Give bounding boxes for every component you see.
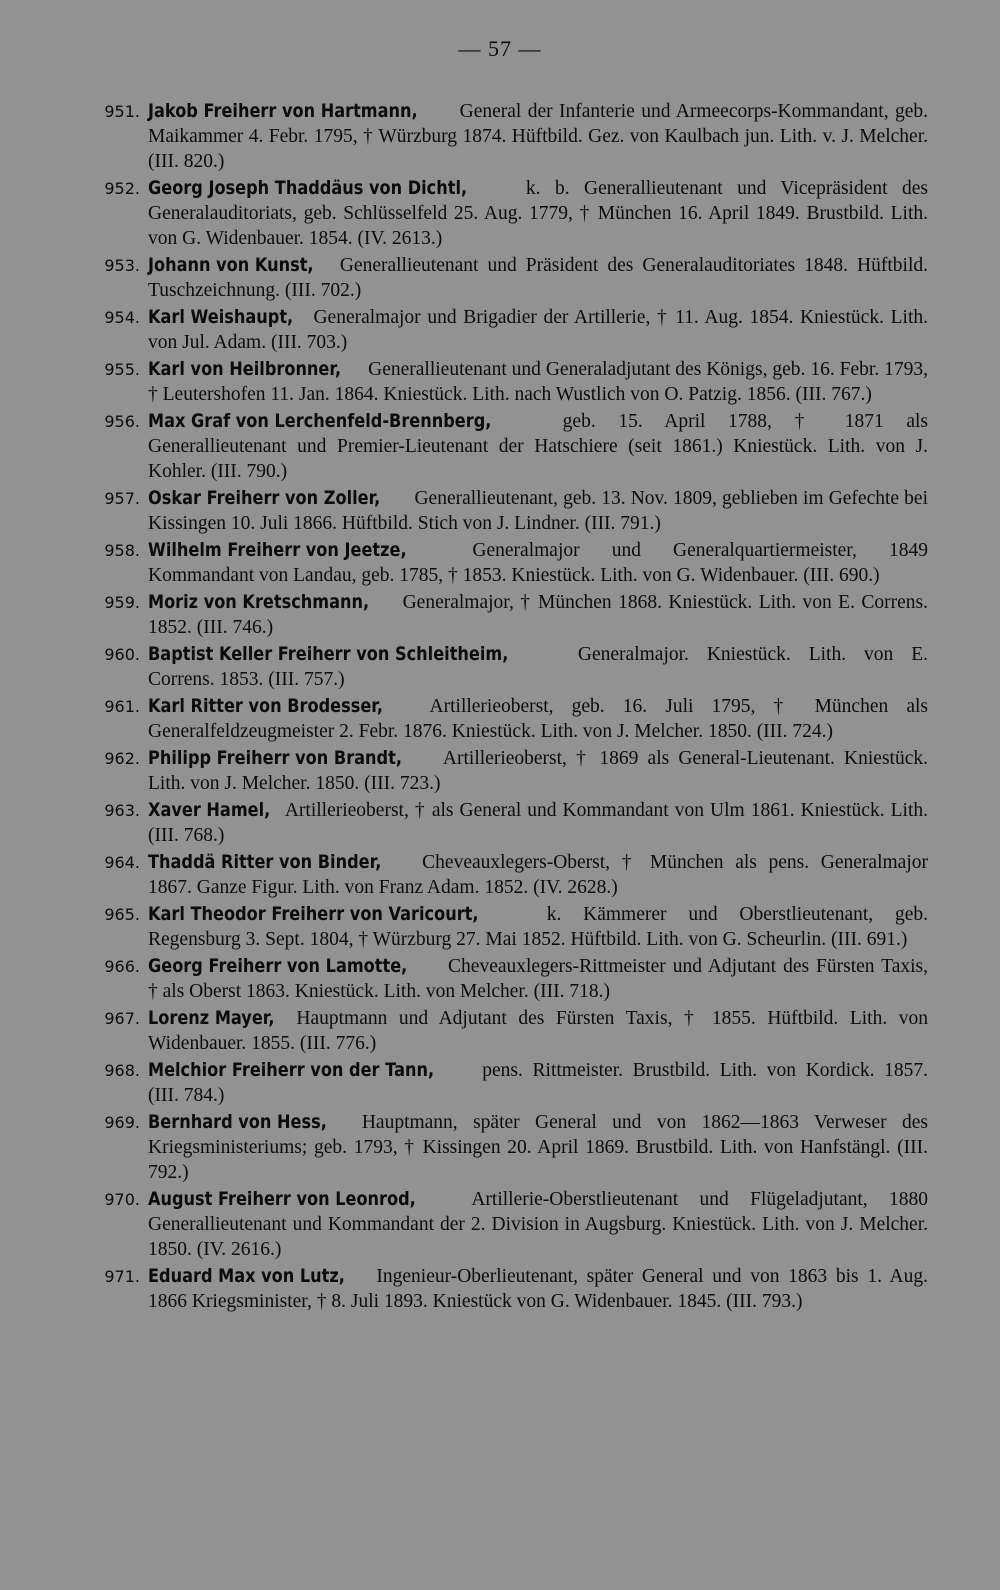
catalog-entry xyxy=(78,409,928,484)
entry-body xyxy=(148,538,928,588)
entry-body xyxy=(148,798,928,848)
entry-number: 954. xyxy=(104,308,140,327)
entry-description: Hauptmann, später General und von 1862—1863 Verweser des Kriegsministeriums; geb. 1793, † Kissingen 20. April 1869. Brustbild. Lith. von Hanfstängl. (III. 792.) xyxy=(148,1112,929,1183)
entry-body xyxy=(148,486,928,536)
entry-body xyxy=(148,1110,928,1185)
entry-body xyxy=(148,590,928,640)
entry-person-name: Johann von Kunst, xyxy=(148,254,314,276)
entry-body xyxy=(148,176,928,251)
entry-number: 967. xyxy=(104,1009,140,1028)
entry-body xyxy=(148,305,928,355)
entry-description: pens. Rittmeister. Brustbild. Lith. von Kordick. 1857. (III. 784.) xyxy=(148,1060,928,1106)
entry-number: 963. xyxy=(104,801,140,820)
entry-person-name: Melchior Freiherr von der Tann, xyxy=(148,1059,435,1081)
entry-description: Artillerie-Oberstlieutenant und Flügeladjutant, 1880 Generallieutenant und Kommandant der 2. Division in Augsburg. Kniestück. Lith. von J. Melcher. 1850. (IV. 2616.) xyxy=(148,1189,928,1260)
entry-body xyxy=(148,1058,928,1108)
entry-description: Hauptmann und Adjutant des Fürsten Taxis, † 1855. Hüftbild. Lith. von Widenbauer. 1855. (III. 776.) xyxy=(148,1008,929,1054)
catalog-entry xyxy=(78,642,928,692)
entry-person-name: Lorenz Mayer, xyxy=(148,1007,275,1029)
catalog-entry xyxy=(78,99,928,174)
catalog-entry xyxy=(78,850,928,900)
entry-description: Artillerieoberst, † als General und Kommandant von Ulm 1861. Kniestück. Lith. (III. 768.) xyxy=(148,800,928,846)
entry-description: Generallieutenant und Generaladjutant des Königs, geb. 16. Febr. 1793, † Leutershofen 11. Jan. 1864. Kniestück. Lith. nach Wustlich von O. Patzig. 1856. (III. 767.) xyxy=(148,359,928,405)
entry-body xyxy=(148,1264,928,1314)
catalog-entry xyxy=(78,1006,928,1056)
catalog-entry xyxy=(78,798,928,848)
entry-person-name: Bernhard von Hess, xyxy=(148,1111,327,1133)
entry-person-name: Karl Weishaupt, xyxy=(148,306,294,328)
entry-number: 971. xyxy=(104,1267,140,1286)
catalog-entry xyxy=(78,1187,928,1262)
entry-description: Generalmajor, † München 1868. Kniestück. Lith. von E. Correns. 1852. (III. 746.) xyxy=(148,592,928,638)
entry-body xyxy=(148,746,928,796)
entry-person-name: Max Graf von Lerchenfeld-Brennberg, xyxy=(148,410,492,432)
catalog-entry xyxy=(78,486,928,536)
entry-number: 965. xyxy=(104,905,140,924)
entry-number: 953. xyxy=(104,256,140,275)
entry-person-name: Philipp Freiherr von Brandt, xyxy=(148,747,402,769)
entry-number: 966. xyxy=(104,957,140,976)
entry-body xyxy=(148,253,928,303)
catalog-entry xyxy=(78,305,928,355)
page-number: — 57 — xyxy=(458,36,542,61)
entry-number: 961. xyxy=(104,697,140,716)
entry-number: 962. xyxy=(104,749,140,768)
entry-description: Generalmajor. Kniestück. Lith. von E. Correns. 1853. (III. 757.) xyxy=(148,644,928,690)
entry-person-name: August Freiherr von Leonrod, xyxy=(148,1188,416,1210)
entry-description: Generallieutenant, geb. 13. Nov. 1809, geblieben im Gefechte bei Kissingen 10. Juli 1866. Hüftbild. Stich von J. Lindner. (III. 791.) xyxy=(148,488,929,534)
entry-description: k. Kämmerer und Oberstlieutenant, geb. Regensburg 3. Sept. 1804, † Würzburg 27. Mai 1852. Hüftbild. Lith. von G. Scheurlin. (III. 691.) xyxy=(148,904,929,950)
entry-body xyxy=(148,954,928,1004)
entry-person-name: Jakob Freiherr von Hartmann, xyxy=(148,100,418,122)
entry-description: Generalmajor und Generalquartiermeister, 1849 Kommandant von Landau, geb. 1785, † 1853. Kniestück. Lith. von G. Widenbauer. (III. 690.) xyxy=(148,540,928,586)
entry-description: k. b. Generallieutenant und Vicepräsident des Generalauditoriats, geb. Schlüsselfeld 25. Aug. 1779, † München 16. April 1849. Brustbild. Lith. von G. Widenbauer. 1854. (IV. 2613.) xyxy=(148,178,928,249)
catalog-entry xyxy=(78,1110,928,1185)
entry-person-name: Xaver Hamel, xyxy=(148,799,271,821)
entry-person-name: Moriz von Kretschmann, xyxy=(148,591,370,613)
catalog-entry xyxy=(78,357,928,407)
entry-body xyxy=(148,850,928,900)
entry-number: 958. xyxy=(104,541,140,560)
catalog-entry xyxy=(78,176,928,251)
entry-body xyxy=(148,694,928,744)
entry-person-name: Karl von Heilbronner, xyxy=(148,358,342,380)
entry-number: 956. xyxy=(104,412,140,431)
entry-number: 951. xyxy=(104,102,140,121)
entry-number: 955. xyxy=(104,360,140,379)
entry-number: 960. xyxy=(104,645,140,664)
entry-person-name: Georg Joseph Thaddäus von Dichtl, xyxy=(148,177,468,199)
catalog-entry xyxy=(78,746,928,796)
entry-person-name: Wilhelm Freiherr von Jeetze, xyxy=(148,539,407,561)
entry-person-name: Eduard Max von Lutz, xyxy=(148,1265,345,1287)
entry-person-name: Georg Freiherr von Lamotte, xyxy=(148,955,408,977)
entry-description: Generalmajor und Brigadier der Artillerie, † 11. Aug. 1854. Kniestück. Lith. von Jul. Adam. (III. 703.) xyxy=(148,307,928,353)
entry-number: 952. xyxy=(104,179,140,198)
entry-description: Generallieutenant und Präsident des Generalauditoriates 1848. Hüftbild. Tuschzeichnung. (III. 702.) xyxy=(148,255,928,301)
entry-number: 959. xyxy=(104,593,140,612)
catalog-entry xyxy=(78,253,928,303)
entry-description: geb. 15. April 1788, † 1871 als Generallieutenant und Premier-Lieutenant der Hatschiere (seit 1861.) Kniestück. Lith. von J. Kohler. (III. 790.) xyxy=(148,411,929,482)
entry-body xyxy=(148,1006,928,1056)
entry-number: 957. xyxy=(104,489,140,508)
entry-description: Ingenieur-Oberlieutenant, später General und von 1863 bis 1. Aug. 1866 Kriegsminister, † 8. Juli 1893. Kniestück von G. Widenbauer. 1845. (III. 793.) xyxy=(148,1266,929,1312)
entry-body xyxy=(148,1187,928,1262)
entry-description: Cheveauxlegers-Oberst, † München als pens. Generalmajor 1867. Ganze Figur. Lith. von Franz Adam. 1852. (IV. 2628.) xyxy=(148,852,928,898)
entry-description: Artillerieoberst, † 1869 als General-Lieutenant. Kniestück. Lith. von J. Melcher. 1850. (III. 723.) xyxy=(148,748,928,794)
entry-person-name: Baptist Keller Freiherr von Schleitheim, xyxy=(148,643,509,665)
entry-description: Cheveauxlegers-Rittmeister und Adjutant des Fürsten Taxis, † als Oberst 1863. Kniestück. Lith. von Melcher. (III. 718.) xyxy=(148,956,929,1002)
entry-number: 969. xyxy=(104,1113,140,1132)
entry-number: 968. xyxy=(104,1061,140,1080)
entry-list xyxy=(78,99,928,1316)
entry-description: General der Infanterie und Armeecorps-Kommandant, geb. Maikammer 4. Febr. 1795, † Würzburg 1874. Hüftbild. Gez. von Kaulbach jun. Lith. v. J. Melcher. (III. 820.) xyxy=(148,101,929,172)
catalog-entry xyxy=(78,1264,928,1314)
catalog-entry xyxy=(78,1058,928,1108)
entry-body xyxy=(148,409,928,484)
entry-body xyxy=(148,357,928,407)
entry-person-name: Karl Ritter von Brodesser, xyxy=(148,695,384,717)
catalog-entry xyxy=(78,590,928,640)
entry-person-name: Karl Theodor Freiherr von Varicourt, xyxy=(148,903,479,925)
entry-body xyxy=(148,902,928,952)
entry-number: 964. xyxy=(104,853,140,872)
catalog-entry xyxy=(78,694,928,744)
entry-body xyxy=(148,642,928,692)
catalog-entry xyxy=(78,954,928,1004)
entry-description: Artillerieoberst, geb. 16. Juli 1795, † München als Generalfeldzeugmeister 2. Febr. 1876. Kniestück. Lith. von J. Melcher. 1850. (III. 724.) xyxy=(148,696,928,742)
catalog-entry xyxy=(78,538,928,588)
entry-body xyxy=(148,99,928,174)
entry-person-name: Thaddä Ritter von Binder, xyxy=(148,851,382,873)
entry-person-name: Oskar Freiherr von Zoller, xyxy=(148,487,381,509)
entry-number: 970. xyxy=(104,1190,140,1209)
catalog-entry xyxy=(78,902,928,952)
